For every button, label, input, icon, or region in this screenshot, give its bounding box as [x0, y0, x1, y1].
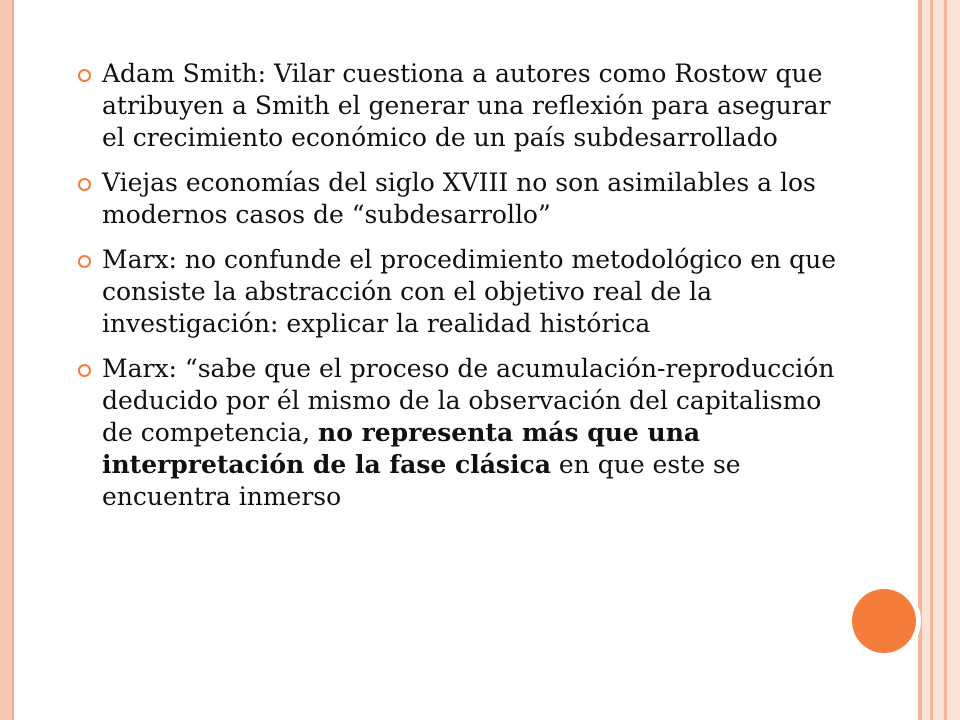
bullet-text: Marx: no confunde el procedimiento metodológico en que consiste la abstracción con el objetivo real de la investigación: explicar la realidad histórica	[102, 245, 836, 338]
bullet-item-4	[78, 353, 848, 513]
bullet-text-bold: no representa más que una interpretación de la fase clásica	[102, 418, 701, 479]
bullet-text: Viejas economías del siglo XVIII no son asimilables a los modernos casos de “subdesarrollo”	[102, 168, 816, 229]
bullet-item-2	[78, 167, 848, 231]
right-frame-stripe	[930, 0, 933, 720]
bullet-icon	[78, 255, 91, 268]
orange-circle-icon	[852, 589, 916, 653]
bullet-item-1	[78, 58, 848, 154]
right-frame-stripe	[944, 0, 947, 720]
bullet-icon	[78, 178, 91, 191]
slide-content	[78, 58, 848, 526]
right-frame-border	[918, 0, 960, 720]
bullet-item-3	[78, 244, 848, 340]
left-frame-border	[0, 0, 14, 720]
bullet-text-end: en que este se encuentra inmerso	[102, 450, 741, 511]
bullet-icon	[78, 69, 91, 82]
bullet-text: Adam Smith: Vilar cuestiona a autores como Rostow que atribuyen a Smith el generar una reflexión para asegurar el crecimiento económico de un país subdesarrollado	[102, 59, 831, 152]
bullet-text	[102, 353, 848, 513]
bullet-icon	[78, 364, 91, 377]
bullet-text-start: Marx: “sabe que el proceso de acumulación-reproducción deducido por él mismo de la observación del capitalismo de competencia,	[102, 354, 835, 447]
